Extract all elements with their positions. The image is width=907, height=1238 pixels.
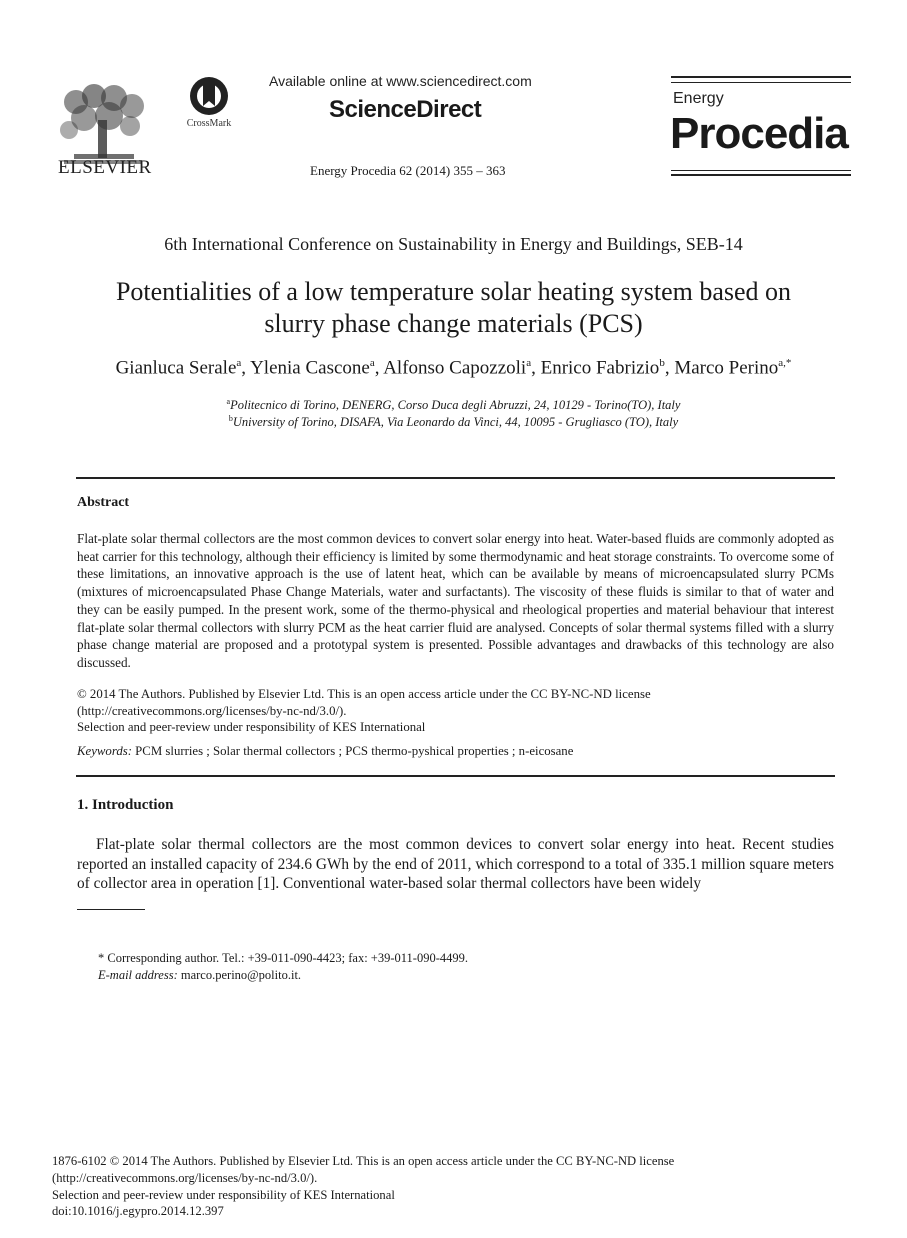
abstract-top-rule [76,477,835,479]
author-separator: , [531,357,541,379]
affiliation-text: University of Torino, DISAFA, Via Leonardo da Vinci, 44, 10095 - Grugliasco (TO), Italy [232,415,679,430]
affiliation-mark: a [226,397,231,406]
section-heading-introduction: 1. Introduction [77,797,174,813]
issn-copyright-line: 1876-6102 © 2014 The Authors. Published by Elsevier Ltd. This is an open access article under the CC BY-NC-ND license [52,1154,675,1168]
author-affiliation-mark: a,* [778,357,792,369]
doi-line[interactable]: doi:10.1016/j.egypro.2014.12.397 [52,1204,224,1218]
paper-title-line-2: slurry phase change materials (PCS) [264,309,643,338]
keywords-label: Keywords: [77,744,132,758]
author-affiliation-mark: b [659,357,665,369]
license-link[interactable]: (http://creativecommons.org/licenses/by-nc-nd/3.0/). [77,704,347,718]
author-affiliation-mark: a [236,357,242,369]
journal-reference: Energy Procedia 62 (2014) 355 – 363 [310,163,506,178]
peer-review-note: Selection and peer-review under responsibility of KES International [77,720,426,734]
affiliation-text: Politecnico di Torino, DENERG, Corso Duca degli Abruzzi, 24, 10129 - Torino(TO), Italy [230,398,681,413]
keywords [77,744,573,759]
crossmark-label: CrossMark [186,118,232,129]
procedia-top-rule-thin [671,82,851,83]
affiliation-a [0,397,907,413]
author-separator: , [241,357,251,379]
abstract-text: Flat-plate solar thermal collectors are the most common devices to convert solar energy into heat. Water-based fluids are commonly adopted as heat carrier for this technology, although their efficiency is limited by some thermodynamic and heat storage constraints. To overcome some of these limitations, an innovative approach is the use of latent heat, which can be available by means of microencapsulated slurry PCMs (mixtures of microencapsulated Phase Change Materials, water and surfactants). The viscosity of these fluids is similar to that of water and they can be easily pumped. In the present work, some of the thermo-physical and rheological properties and material behaviour that interest flat-plate solar thermal collectors with slurry PCM as the heat carrier fluid are analysed. Concepts of solar thermal systems filled with a slurry phase change material are proposed and a prototypal system is presented. Possible advantages and drawbacks of this technology are also discussed. [77,531,834,670]
author-name: Enrico Fabrizio [540,357,660,379]
author-name: Ylenia Cascone [250,357,370,379]
journal-logo-procedia: Procedia [670,109,848,158]
author-separator: , [374,357,384,379]
author-list [0,357,907,379]
available-online-text[interactable]: Available online at www.sciencedirect.com [269,73,532,89]
introduction-text: Flat-plate solar thermal collectors are the most common devices to convert solar energy into heat. Recent studies reported an installed capacity of 234.6 GWh by the end of 2011, which correspond to a total of 335.1 million square meters of collector area in operation [1]. Conventional water-based solar thermal collectors have been widely [77,836,834,892]
keywords-list: PCM slurries ; Solar thermal collectors ; PCS thermo-pyshical properties ; n-eicosane [131,744,574,758]
corresponding-author-footnote: * Corresponding author. Tel.: +39-011-090-4423; fax: +39-011-090-4499. [98,951,469,965]
bottom-peer-review: Selection and peer-review under responsibility of KES International [52,1188,395,1202]
affiliation-b [0,414,907,430]
paper-title [60,276,847,340]
author-name: Alfonso Capozzoli [383,357,527,379]
conference-name: 6th International Conference on Sustainability in Energy and Buildings, SEB-14 [164,234,743,254]
author-separator: , [664,357,675,379]
author-affiliation-mark: a [526,357,532,369]
email-footnote [98,968,301,983]
author-name: Marco Perino [674,357,779,379]
email-label: E-mail address: [98,968,178,982]
footnote-rule [77,909,145,910]
author-name: Gianluca Serale [115,357,237,379]
procedia-bottom-rule-thin [671,170,851,171]
journal-logo-energy: Energy [673,90,724,107]
sciencedirect-logo[interactable]: ScienceDirect [329,96,482,123]
bottom-license-link[interactable]: (http://creativecommons.org/licenses/by-nc-nd/3.0/). [52,1171,318,1185]
author-affiliation-mark: a [369,357,375,369]
paper-title-line-1: Potentialities of a low temperature solar heating system based on [115,277,792,306]
abstract-bottom-rule [76,775,835,777]
elsevier-wordmark: ELSEVIER [58,157,152,178]
email-address[interactable]: marco.perino@polito.it. [177,968,302,982]
copyright-notice: © 2014 The Authors. Published by Elsevier Ltd. This is an open access article under the CC BY-NC-ND license [77,687,651,701]
abstract-heading: Abstract [77,495,130,510]
affiliation-mark: b [228,414,233,423]
procedia-top-rule [671,76,851,78]
procedia-bottom-rule [671,174,851,176]
